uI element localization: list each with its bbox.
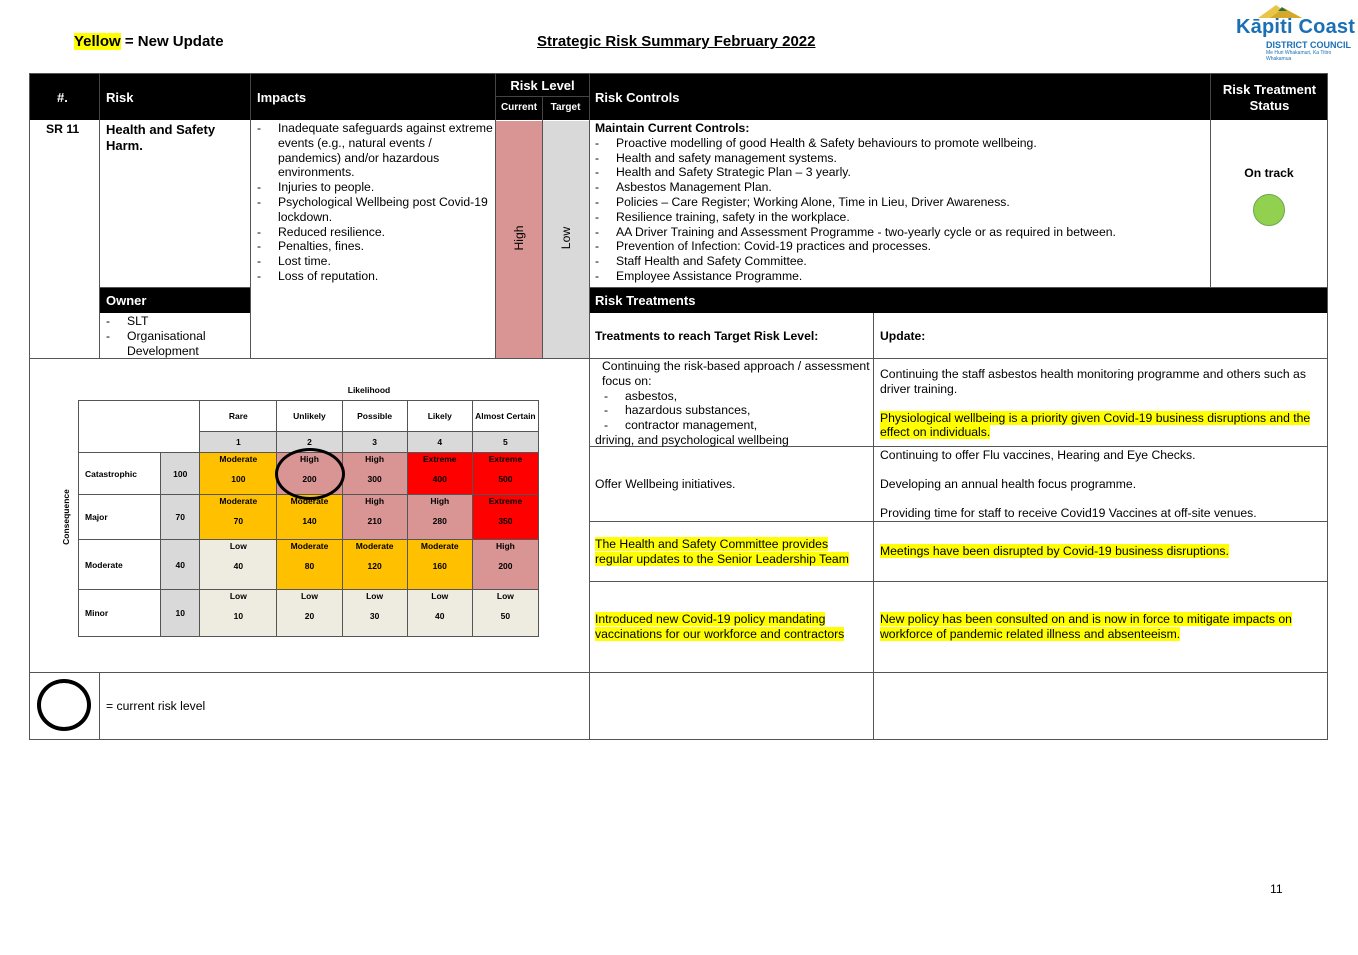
treatment-1-item: - contractor management,	[604, 418, 870, 433]
risk-name: Health and Safety Harm.	[106, 122, 216, 153]
consequence-name: Major	[79, 495, 161, 540]
matrix-cell-rating: Moderate	[355, 541, 394, 551]
update-3-text: Meetings have been disrupted by Covid-19 business disruptions.	[880, 544, 1229, 558]
consequence-score: 100	[161, 453, 200, 495]
matrix-cell	[407, 590, 472, 637]
treatment-1-item: - hazardous substances,	[604, 403, 870, 418]
legend-yellow-word: Yellow	[74, 33, 121, 50]
treatment-row-3	[595, 537, 867, 567]
impact-item: - Injuries to people.	[257, 180, 493, 195]
update-1-text-b: Physiological wellbeing is a priority given Covid-19 business disruptions and the effect on individuals.	[880, 410, 1311, 440]
impact-item: - Reduced resilience.	[257, 225, 493, 240]
likelihood-possible: Possible	[342, 401, 407, 432]
owner-item: - Organisational Development	[106, 329, 246, 359]
update-row-3	[880, 544, 1320, 559]
impacts-cell	[257, 121, 493, 284]
controls-cell	[595, 121, 1207, 284]
matrix-cell	[200, 540, 277, 590]
matrix-cell-rating: High	[430, 496, 450, 506]
matrix-cell-score: 200	[498, 561, 513, 571]
matrix-row	[79, 495, 539, 540]
matrix-cell	[342, 495, 407, 540]
risk-treatments-label: Risk Treatments	[595, 293, 696, 308]
logo-tagline: Me Huri Whakamuri, Ka Titiro Whakamua	[1266, 50, 1332, 62]
matrix-cell-score: 40	[233, 561, 244, 571]
matrix-cell-rating: Moderate	[219, 496, 258, 506]
control-item: - Health and safety management systems.	[595, 151, 1207, 166]
matrix-cell-rating: Low	[366, 591, 384, 601]
owner-item: - SLT	[106, 314, 246, 329]
update-row-1	[880, 367, 1320, 440]
impact-item: - Loss of reputation.	[257, 269, 493, 284]
matrix-cell-rating: Moderate	[420, 541, 459, 551]
owner-cell	[106, 314, 246, 358]
likelihood-num: 3	[342, 432, 407, 453]
matrix-cell-score: 200	[302, 474, 317, 484]
matrix-cell-score: 500	[498, 474, 513, 484]
update-row-2	[880, 448, 1320, 520]
treatment-row-1	[595, 359, 870, 448]
header-current: Current	[500, 102, 538, 113]
matrix-cell	[277, 590, 342, 637]
matrix-cell	[200, 453, 277, 495]
matrix-cell-score: 210	[367, 516, 382, 526]
matrix-cell-rating: High	[495, 541, 515, 551]
impacts-list	[257, 121, 493, 284]
control-item: - Prevention of Infection: Covid-19 practices and processes.	[595, 239, 1207, 254]
matrix-cell-score: 300	[367, 474, 382, 484]
impact-item: - Inadequate safeguards against extreme events (e.g., natural events / pandemics) and/or hazardous environments.	[257, 121, 493, 180]
header-risk-level: Risk Level	[510, 78, 575, 93]
matrix-cell	[342, 540, 407, 590]
treatment-1-item: - asbestos,	[604, 389, 870, 404]
matrix-cell-rating: Moderate	[219, 454, 258, 464]
consequence-name: Minor	[79, 590, 161, 637]
control-item: - AA Driver Training and Assessment Programme - two-yearly cycle or as required in between.	[595, 225, 1207, 240]
matrix-cell	[472, 453, 538, 495]
matrix-cell-rating: Low	[229, 541, 247, 551]
control-item: - Health and Safety Strategic Plan – 3 yearly.	[595, 165, 1207, 180]
matrix-row	[79, 540, 539, 590]
treatment-1-tail: driving, and psychological wellbeing	[595, 432, 789, 447]
matrix-cell-rating: Moderate	[290, 496, 329, 506]
owner-list	[106, 314, 246, 358]
matrix-cell	[342, 453, 407, 495]
likelihood-num: 5	[472, 432, 538, 453]
matrix-cell-score: 50	[500, 611, 511, 621]
matrix-cell	[277, 540, 342, 590]
matrix-cell-rating: Extreme	[422, 454, 457, 464]
update-4-text: New policy has been consulted on and is now in force to mitigate impacts on workforce of pandemic related illness and absenteeism.	[880, 612, 1292, 641]
header-risk: Risk	[106, 90, 134, 105]
council-logo	[1226, 2, 1356, 62]
treatment-1-list	[595, 389, 870, 433]
treatment-4-text: Introduced new Covid-19 policy mandating vaccinations for our workforce and contractors	[595, 612, 845, 641]
status-indicator-icon	[1253, 194, 1285, 226]
header-treatment-status: Risk Treatment Status	[1222, 82, 1317, 113]
likelihood-num: 4	[407, 432, 472, 453]
matrix-likelihood-label: Likelihood	[347, 385, 391, 395]
treatment-status-text: On track	[1244, 166, 1294, 180]
risk-treatments-header	[590, 288, 1327, 313]
controls-heading: Maintain Current Controls:	[595, 121, 750, 135]
matrix-cell-rating: High	[300, 454, 319, 464]
consequence-score: 40	[161, 540, 200, 590]
matrix-cell	[407, 495, 472, 540]
update-1-text-a: Continuing the staff asbestos health monitoring programme and others such as driver training.	[880, 367, 1306, 396]
matrix-cell-score: 80	[304, 561, 315, 571]
matrix-cell-rating: Low	[431, 591, 449, 601]
matrix-cell-score: 280	[432, 516, 447, 526]
matrix-cell	[407, 540, 472, 590]
likelihood-num: 1	[200, 432, 277, 453]
consequence-score: 70	[161, 495, 200, 540]
treatments-column-heading: Treatments to reach Target Risk Level:	[595, 329, 819, 343]
treatment-1-intro: Continuing the risk-based approach / assessment focus on:	[602, 359, 870, 388]
logo-name: Kāpiti Coast	[1236, 16, 1356, 38]
header-risk-controls: Risk Controls	[595, 90, 680, 105]
page-number: 11	[1270, 882, 1283, 896]
matrix-cell-rating: Low	[496, 591, 514, 601]
update-row-4	[880, 612, 1320, 642]
treatment-row-4	[595, 612, 867, 642]
legend-text: = current risk level	[106, 699, 206, 713]
control-item: - Policies – Care Register; Working Alone, Time in Lieu, Driver Awareness.	[595, 195, 1207, 210]
header-target: Target	[550, 102, 581, 113]
logo-subtitle: DISTRICT COUNCIL	[1266, 40, 1351, 50]
treatment-row-2: Offer Wellbeing initiatives.	[595, 477, 736, 491]
page-title: Strategic Risk Summary February 2022	[537, 33, 816, 50]
matrix-cell-score: 160	[432, 561, 447, 571]
header-num: #.	[57, 90, 68, 105]
control-item: - Employee Assistance Programme.	[595, 269, 1207, 284]
risk-id: SR 11	[46, 122, 80, 136]
owner-header-label: Owner	[106, 293, 147, 308]
matrix-cell-score: 140	[302, 516, 317, 526]
control-item: - Resilience training, safety in the workplace.	[595, 210, 1207, 225]
consequence-name: Moderate	[79, 540, 161, 590]
legend-rest: = New Update	[120, 33, 224, 50]
matrix-cell-rating: High	[365, 454, 385, 464]
legend-circle-icon	[37, 679, 91, 731]
matrix-consequence-label: Consequence	[61, 489, 71, 545]
matrix-row	[79, 590, 539, 637]
matrix-cell	[407, 453, 472, 495]
legend-note	[74, 33, 224, 50]
matrix-cell-score: 40	[435, 611, 445, 621]
likelihood-num: 2	[277, 432, 342, 453]
matrix-cell-score: 400	[432, 474, 447, 484]
matrix-cell	[472, 495, 538, 540]
update-2-text-c: Providing time for staff to receive Covid19 Vaccines at off-site venues.	[880, 505, 1257, 520]
impact-item: - Psychological Wellbeing post Covid-19 lockdown.	[257, 195, 493, 225]
matrix-cell	[200, 590, 277, 637]
risk-matrix	[78, 400, 539, 637]
matrix-cell-score: 10	[233, 611, 244, 621]
matrix-cell-rating: Low	[300, 591, 318, 601]
control-item: - Proactive modelling of good Health & Safety behaviours to promote wellbeing.	[595, 136, 1207, 151]
impact-item: - Lost time.	[257, 254, 493, 269]
matrix-cell-rating: Moderate	[290, 541, 329, 551]
control-item: - Staff Health and Safety Committee.	[595, 254, 1207, 269]
likelihood-almost-certain: Almost Certain	[472, 401, 538, 432]
matrix-cell-score: 70	[233, 516, 244, 526]
consequence-name: Catastrophic	[79, 453, 161, 495]
consequence-score: 10	[161, 590, 200, 637]
matrix-cell-score: 120	[367, 561, 382, 571]
controls-list	[595, 136, 1207, 284]
matrix-cell	[277, 495, 342, 540]
matrix-cell-rating: High	[365, 496, 385, 506]
target-risk-level: Low	[559, 226, 573, 250]
control-item: - Asbestos Management Plan.	[595, 180, 1207, 195]
treatment-3-text: The Health and Safety Committee provides regular updates to the Senior Leadership Team	[595, 537, 849, 566]
current-risk-level: High	[512, 225, 526, 251]
matrix-cell-score: 30	[369, 611, 380, 621]
update-2-text-a: Continuing to offer Flu vaccines, Hearing and Eye Checks.	[880, 448, 1196, 462]
likelihood-rare: Rare	[200, 401, 277, 432]
update-2-text-b: Developing an annual health focus programme.	[880, 476, 1137, 491]
matrix-cell-score: 20	[304, 611, 315, 621]
matrix-cell-score: 350	[498, 516, 513, 526]
matrix-cell-rating: Low	[229, 591, 247, 601]
matrix-cell-score: 100	[231, 474, 246, 484]
likelihood-likely: Likely	[407, 401, 472, 432]
current-risk-circle-icon	[275, 448, 345, 500]
likelihood-unlikely: Unlikely	[277, 401, 342, 432]
matrix-cell	[200, 495, 277, 540]
matrix-cell	[472, 540, 538, 590]
matrix-cell	[472, 590, 538, 637]
update-column-heading: Update:	[880, 329, 926, 343]
matrix-cell-rating: Extreme	[488, 496, 523, 506]
matrix-cell	[342, 590, 407, 637]
matrix-cell-rating: Extreme	[488, 454, 523, 464]
header-impacts: Impacts	[257, 90, 307, 105]
impact-item: - Penalties, fines.	[257, 239, 493, 254]
